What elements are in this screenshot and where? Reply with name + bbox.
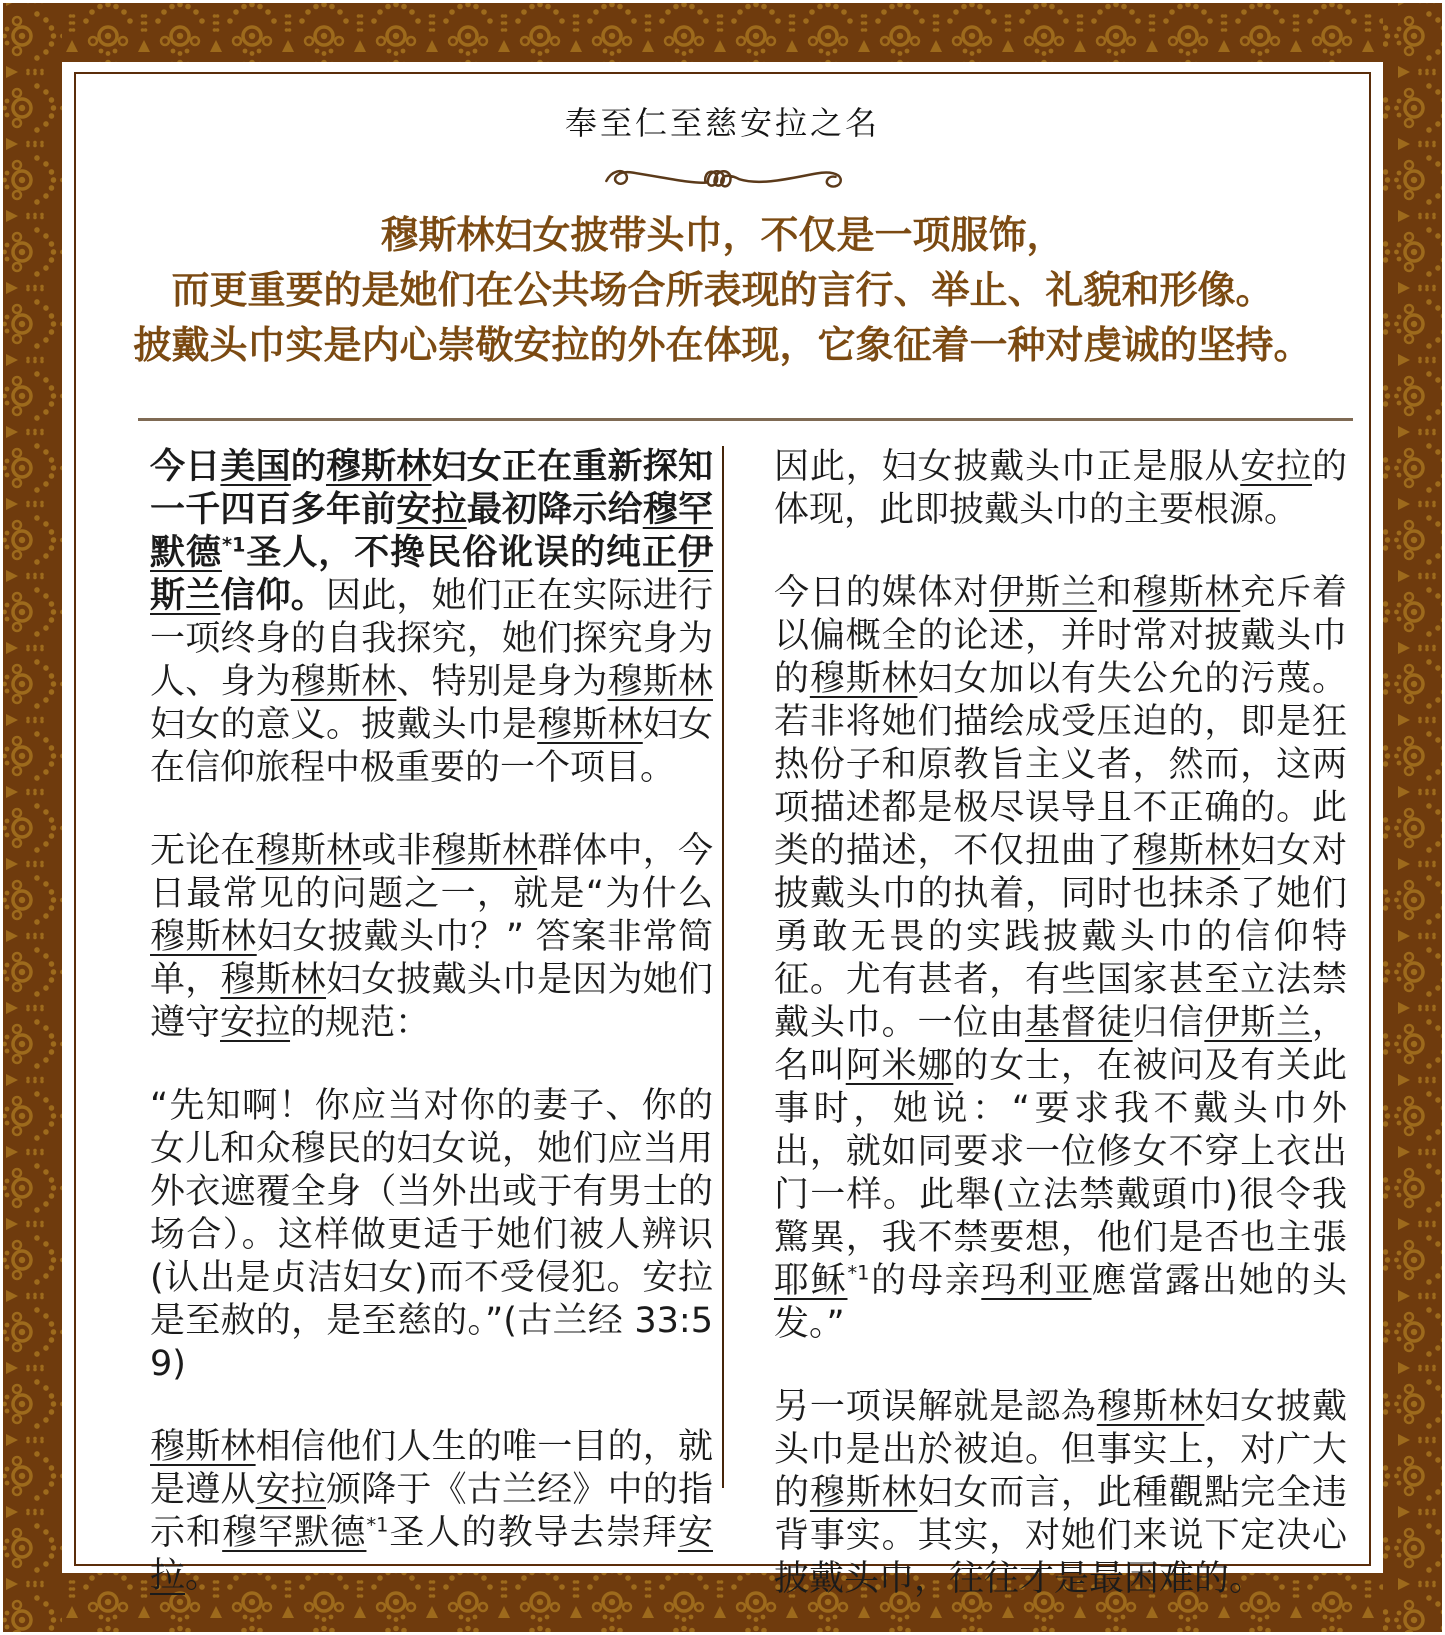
text-segment: 妇女披戴头巾？” 答案非常简单， bbox=[150, 917, 713, 1000]
text-segment: 穆斯林 bbox=[1132, 573, 1241, 613]
text-segment: 妇女对披戴头巾的执着，同时也抹杀了她们勇敢无畏的实践披戴头巾的信仰特征。尤有甚者，有些国家甚至立法禁戴头巾。一位由 bbox=[774, 831, 1347, 1043]
text-segment: 。 bbox=[185, 1556, 221, 1596]
text-segment: 伊斯兰 bbox=[989, 573, 1097, 613]
text-segment: 伊斯兰 bbox=[1204, 1003, 1312, 1043]
text-segment: 穆斯林 bbox=[150, 917, 257, 957]
text-segment: 穆斯林 bbox=[255, 831, 362, 871]
border-band-top bbox=[3, 3, 1442, 62]
text-segment: 安拉 bbox=[1240, 447, 1312, 487]
footnote-marker: *1 bbox=[847, 1261, 870, 1285]
text-segment: 穆斯林 bbox=[150, 1427, 256, 1467]
paragraph bbox=[774, 446, 1347, 532]
footnote-marker: *1 bbox=[221, 533, 246, 557]
text-segment: 妇女披戴头巾是因为她们遵守 bbox=[150, 960, 713, 1043]
text-segment: 安拉 bbox=[255, 1470, 326, 1510]
text-segment: 圣人，不搀民俗讹误的纯正 bbox=[245, 533, 678, 573]
text-segment: 美国 bbox=[220, 447, 291, 487]
text-segment: 相信他们人生的唯一目的，就是遵从 bbox=[150, 1427, 713, 1510]
heading-line-3: 披戴头巾实是内心崇敬安拉的外在体现，它象征着一种对虔诚的坚持。 bbox=[133, 323, 1312, 367]
left-column bbox=[150, 446, 713, 1598]
text-segment: 今日的媒体对 bbox=[774, 573, 990, 613]
text-segment: 的体现，此即披戴头巾的主要根源。 bbox=[774, 447, 1347, 530]
text-segment: 伊斯兰 bbox=[150, 533, 713, 616]
paragraph bbox=[150, 1426, 713, 1598]
text-segment: 妇女披戴头巾是出於被迫。但事实上，对广大的 bbox=[774, 1387, 1347, 1513]
text-segment: 、特别是身为 bbox=[396, 662, 608, 702]
heading-rule bbox=[138, 418, 1353, 421]
paragraph bbox=[150, 830, 713, 1045]
column-divider bbox=[722, 446, 724, 1488]
text-segment: 穆斯林 bbox=[1132, 831, 1241, 871]
text-segment: 妇女加以有失公允的污蔑。若非将她们描绘成受压迫的，即是狂热份子和原教旨主义者，然而，这两项描述都是极尽误导且不正确的。此类的描述，不仅扭曲了 bbox=[774, 659, 1347, 871]
text-segment: 的女士，在被问及有关此事时，她说：“要求我不戴头巾外出，就如同要求一位修女不穿上衣出门一样。此舉(立法禁戴頭巾)很令我驚異，我不禁要想，他们是否也主張 bbox=[774, 1046, 1347, 1258]
flourish-divider bbox=[76, 150, 1369, 202]
text-segment: 圣人的教导去崇拜 bbox=[388, 1513, 678, 1553]
text-segment: 信仰。 bbox=[220, 576, 326, 616]
article-body bbox=[76, 446, 1369, 1601]
text-segment: 穆罕默德 bbox=[222, 1513, 367, 1553]
bismillah-title: 奉至仁至慈安拉之名 bbox=[564, 104, 880, 142]
text-segment: 耶稣 bbox=[774, 1261, 848, 1301]
document-page bbox=[74, 72, 1371, 1599]
text-segment: 穆斯林 bbox=[290, 662, 397, 702]
text-segment: 安拉 bbox=[396, 490, 467, 530]
text-segment: 妇女正在重新探知一千四百多年前 bbox=[150, 447, 713, 530]
text-segment: 穆斯林 bbox=[1096, 1387, 1205, 1427]
paragraph bbox=[150, 446, 713, 790]
text-segment: ，名叫 bbox=[774, 1003, 1347, 1086]
paragraph bbox=[150, 1085, 713, 1386]
text-segment: “先知啊！你应当对你的妻子、你的女儿和众穆民的妇女说，她们应当用外衣遮覆全身（当外出或于有男士的场合）。这样做更适于她们被人辨识(认出是贞洁妇女)而不受侵犯。安拉是至赦的，是至慈的。”(古兰经 33:59) bbox=[150, 1086, 713, 1384]
text-segment: 的母亲 bbox=[869, 1261, 982, 1301]
footnote-marker: *1 bbox=[366, 1513, 389, 1537]
text-segment: 妇女的意义。披戴头巾是 bbox=[150, 705, 538, 745]
heading-line-1: 穆斯林妇女披带头巾，不仅是一项服饰， bbox=[380, 213, 1065, 257]
text-segment: 或非 bbox=[361, 831, 432, 871]
paragraph bbox=[774, 1386, 1347, 1601]
text-segment: 穆斯林 bbox=[607, 662, 713, 702]
text-segment: 群体中，今日最常见的问题之一，就是“为什么 bbox=[150, 831, 713, 914]
text-segment: 因此，妇女披戴头巾正是服从 bbox=[774, 447, 1241, 487]
text-segment: 充斥着以偏概全的论述，并时常对披戴头巾的 bbox=[774, 573, 1347, 699]
text-segment: 安拉 bbox=[220, 1003, 291, 1043]
border-band-left bbox=[3, 3, 62, 1632]
text-segment: 和 bbox=[1096, 573, 1133, 613]
text-segment: 妇女在信仰旅程中极重要的一个项目。 bbox=[150, 705, 713, 788]
text-segment: 的 bbox=[290, 447, 326, 487]
text-segment: 因此，她们正在实际进行一项终身的自我探究，她们探究身为人、身为 bbox=[150, 576, 713, 702]
text-segment: 阿米娜 bbox=[845, 1046, 954, 1086]
text-segment: 归信 bbox=[1132, 1003, 1205, 1043]
text-segment: 的规范： bbox=[290, 1003, 431, 1043]
right-column bbox=[774, 446, 1347, 1601]
text-segment: 穆斯林 bbox=[220, 960, 326, 1000]
calligraphic-swirl-icon bbox=[598, 150, 848, 202]
paragraph bbox=[774, 572, 1347, 1346]
main-heading bbox=[76, 208, 1369, 373]
border-band-right bbox=[1383, 3, 1442, 1632]
text-segment: 穆罕默德 bbox=[150, 490, 713, 573]
text-segment: 颁降于《古兰经》中的指示和 bbox=[150, 1470, 713, 1553]
text-segment: 基督徒 bbox=[1025, 1003, 1133, 1043]
text-segment: 穆斯林 bbox=[537, 705, 643, 745]
text-segment: 穆斯林 bbox=[325, 447, 432, 487]
text-segment: 穆斯林 bbox=[809, 659, 918, 699]
text-segment: 另一项误解就是認為 bbox=[774, 1387, 1097, 1427]
heading-line-2: 而更重要的是她们在公共场合所表现的言行、举止、礼貌和形像。 bbox=[171, 268, 1274, 312]
text-segment: 妇女而言，此種觀點完全违背事实。其实，对她们来说下定决心披戴头巾，往往才是最困难的。 bbox=[774, 1473, 1347, 1599]
text-segment: 應當露出她的头发。” bbox=[774, 1261, 1347, 1344]
text-segment: 玛利亚 bbox=[981, 1261, 1092, 1301]
text-segment: 穆斯林 bbox=[431, 831, 538, 871]
text-segment: 安拉 bbox=[150, 1513, 713, 1596]
text-segment: 今日 bbox=[150, 447, 221, 487]
text-segment: 穆斯林 bbox=[809, 1473, 918, 1513]
text-segment: 无论在 bbox=[150, 831, 256, 871]
text-segment: 最初降示给 bbox=[466, 490, 643, 530]
